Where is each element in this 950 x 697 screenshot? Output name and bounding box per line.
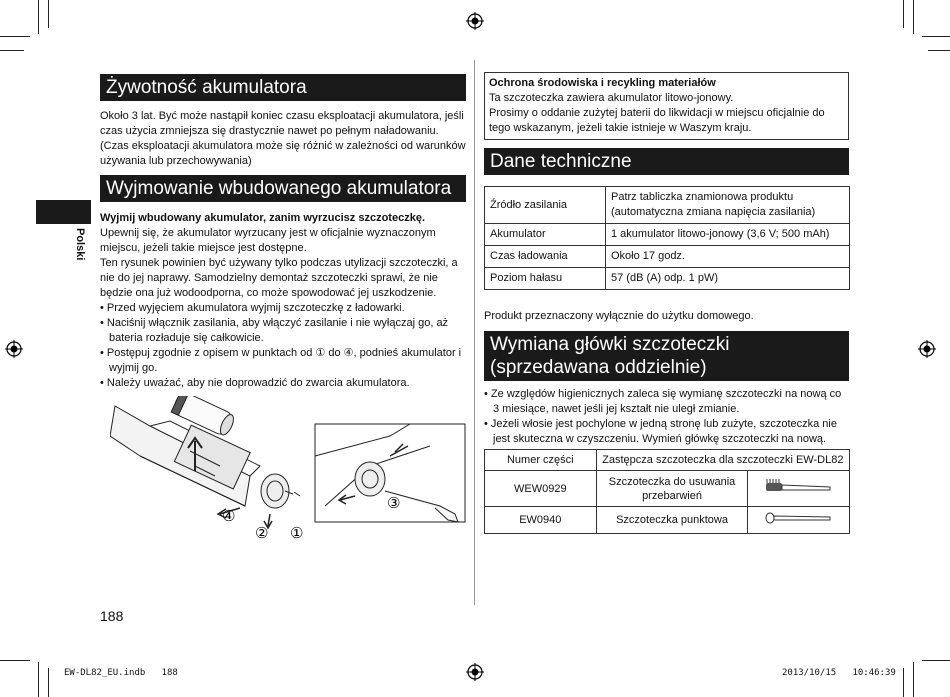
replacement-bullets <box>484 387 850 447</box>
battery-removal-text <box>100 211 468 391</box>
spec-value: Około 17 godz. <box>606 246 850 268</box>
crop-mark <box>928 50 950 51</box>
registration-mark-icon <box>918 340 936 358</box>
page-number: 188 <box>100 608 124 624</box>
crop-mark <box>913 662 914 697</box>
battery-life-heading: Żywotność akumulatora <box>100 74 466 101</box>
battery-life-text <box>100 109 468 169</box>
crop-mark <box>0 660 30 661</box>
environment-box <box>484 72 849 140</box>
crop-mark <box>0 36 30 37</box>
registration-mark-icon <box>466 12 484 30</box>
table-row <box>485 246 850 268</box>
toothbrush-head-icon <box>764 477 834 497</box>
specs-note: Produkt przeznaczony wyłącznie do użytku domowego. <box>484 310 754 322</box>
part-description: Szczoteczka punktowa <box>596 507 748 534</box>
environment-title: Ochrona środowiska i recykling materiałów <box>489 77 716 89</box>
table-row <box>485 471 850 507</box>
column-header-description: Zastępcza szczoteczka dla szczoteczki EW-DL82 <box>596 450 849 471</box>
part-description: Szczoteczka do usuwania przebarwień <box>596 471 748 507</box>
footer-datetime: 2013/10/15 10:46:39 <box>782 668 896 678</box>
crop-mark <box>922 36 950 37</box>
replacement-bullet: • Jeżeli włosie jest pochylone w jedną stronę lub zużyte, szczoteczka nie jest skuteczna w czyszczeniu. Wymień główkę szczoteczki na nową. <box>484 417 850 447</box>
removal-bullet: • Należy uważać, aby nie doprowadzić do zwarcia akumulatora. <box>100 376 468 391</box>
spec-label: Akumulator <box>485 224 606 246</box>
replacement-heading-line-1: Wymiana główki szczoteczki <box>490 334 730 355</box>
replacement-table <box>484 449 850 534</box>
point-brush-head-icon <box>748 507 850 534</box>
battery-removal-illustration <box>110 396 470 546</box>
part-number: WEW0929 <box>485 471 597 507</box>
battery-life-paragraph: Około 3 lat. Być może nastąpił koniec czasu eksploatacji akumulatora, jeśli czas użycia zmniejsza się drastycznie nawet po pełnym naładowaniu. (Czas eksploatacji akumulatora może się różnić w zależności od warunków używania lub przechowywania) <box>100 110 466 167</box>
removal-bullet: • Postępuj zgodnie z opisem w punktach od ① do ④, podnieś akumulator i wyjmij go. <box>100 346 468 376</box>
table-row <box>485 268 850 290</box>
removal-bullet: • Przed wyjęciem akumulatora wyjmij szczoteczkę z ładowarki. <box>100 301 468 316</box>
spec-label: Czas ładowania <box>485 246 606 268</box>
crop-mark <box>48 0 49 28</box>
replacement-heading <box>484 331 849 381</box>
figure-label-3: ③ <box>387 494 401 512</box>
table-row <box>485 507 850 534</box>
footer-file-info: EW-DL82_EU.indb 188 <box>64 668 178 678</box>
removal-bullets <box>100 301 468 391</box>
spec-label: Poziom hałasu <box>485 268 606 290</box>
specs-table <box>484 186 850 290</box>
registration-mark-icon <box>5 340 23 358</box>
environment-line-1: Ta szczoteczka zawiera akumulator litowo-jonowy. <box>489 92 734 104</box>
table-row <box>485 224 850 246</box>
replacement-bullet: • Ze względów higienicznych zaleca się wymianę szczoteczki na nową co 3 miesiące, nawet jeśli jej kształt nie uległ zmianie. <box>484 387 850 417</box>
crop-mark <box>903 0 904 28</box>
language-tab-label: Polski <box>74 228 86 261</box>
removal-intro: Wyjmij wbudowany akumulator, zanim wyrzucisz szczoteczkę. <box>100 212 425 224</box>
spec-value: Patrz tabliczka znamionowa produktu (automatyczna zmiana napięcia zasilania) <box>606 187 850 224</box>
spec-value: 57 (dB (A) odp. 1 pW) <box>606 268 850 290</box>
figure-label-2: ② <box>255 524 269 542</box>
table-row <box>485 187 850 224</box>
figure-label-4: ④ <box>222 507 236 525</box>
figure-label-1: ① <box>290 524 304 542</box>
crop-mark <box>38 662 39 697</box>
battery-removal-heading: Wyjmowanie wbudowanego akumulatora <box>100 175 466 202</box>
crop-mark <box>903 668 904 697</box>
crop-mark <box>48 668 49 697</box>
point-brush-head-icon <box>764 510 834 526</box>
replacement-heading-line-2: (sprzedawana oddzielnie) <box>490 357 707 378</box>
column-header-part: Numer części <box>485 450 597 471</box>
table-header-row <box>485 450 850 471</box>
removal-bullet: • Naciśnij włącznik zasilania, aby włączyć zasilanie i nie wyłączaj go, aż bateria rozładuje się całkowicie. <box>100 316 468 346</box>
registration-mark-icon <box>466 663 484 681</box>
crop-mark <box>922 660 950 661</box>
specs-heading: Dane techniczne <box>484 148 849 175</box>
spec-value: 1 akumulator litowo-jonowy (3,6 V; 500 mAh) <box>606 224 850 246</box>
replacement-text <box>484 387 850 447</box>
spec-label: Źródło zasilania <box>485 187 606 224</box>
column-divider <box>474 60 475 605</box>
environment-line-2: Prosimy o oddanie zużytej baterii do likwidacji w miejscu oficjalnie do tego wskazanym, jeżeli takie istnieje w Waszym kraju. <box>489 107 825 134</box>
removal-paragraph-2: Ten rysunek powinien być używany tylko podczas utylizacji szczoteczki, a nie do jej naprawy. Samodzielny demontaż szczoteczki sprawi, że nie będzie ona już wodoodporna, co może spowodować jej uszkodzenie. <box>100 257 458 299</box>
crop-mark <box>913 0 914 34</box>
toothbrush-head-icon <box>748 471 850 507</box>
crop-mark <box>0 50 24 51</box>
part-number: EW0940 <box>485 507 597 534</box>
crop-mark <box>38 0 39 34</box>
language-tab-bar <box>36 200 91 224</box>
removal-paragraph-1: Upewnij się, że akumulator wyrzucany jest w oficjalnie wyznaczonym miejscu, jeżeli takie miejsce jest dostępne. <box>100 227 436 254</box>
